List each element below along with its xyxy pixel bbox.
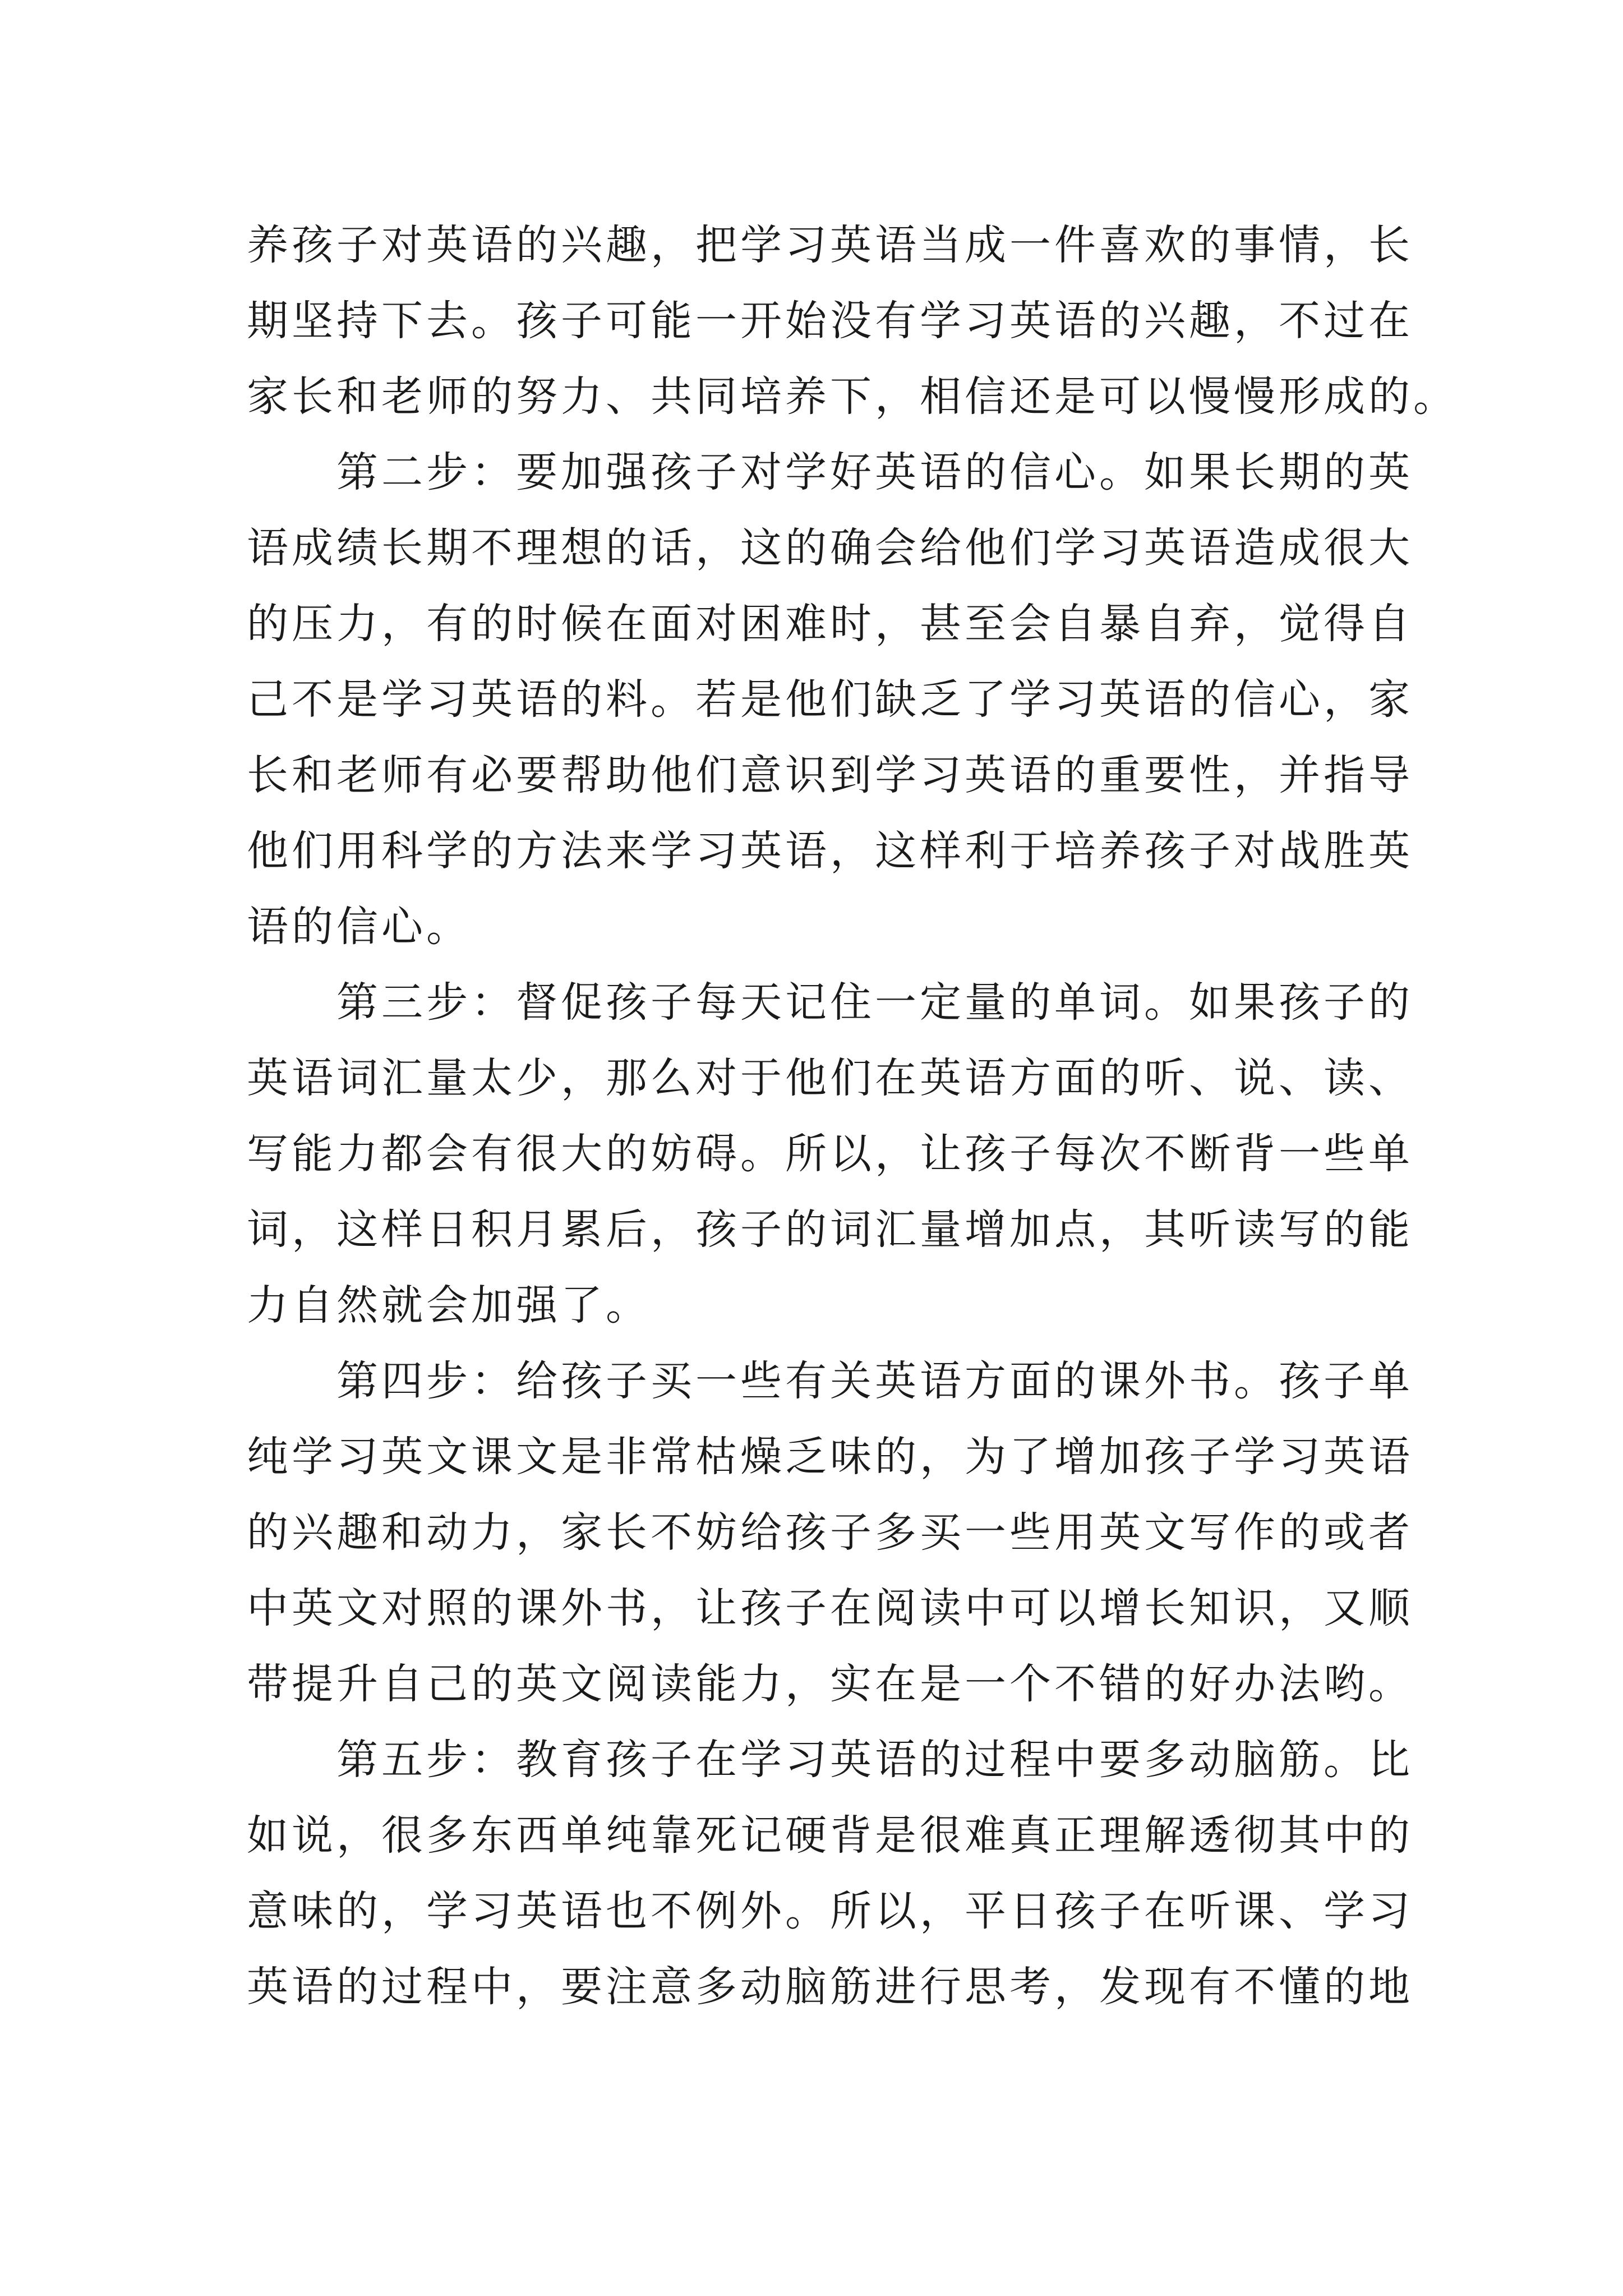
text-line: 带提升自己的英文阅读能力，实在是一个不错的好办法哟。 [247,1660,1413,1708]
text-line: 英语词汇量太少，那么对于他们在英语方面的听、说、读、 [247,1054,1413,1102]
text-line: 中英文对照的课外书，让孩子在阅读中可以增长知识，又顺 [247,1584,1413,1632]
step-three-heading-line: 第三步：督促孩子每天记住一定量的单词。如果孩子的 [336,978,1413,1027]
text-line: 长和老师有必要帮助他们意识到学习英语的重要性，并指导 [247,751,1413,799]
text-line: 纯学习英文课文是非常枯燥乏味的，为了增加孩子学习英语 [247,1433,1413,1481]
text-line: 的兴趣和动力，家长不妨给孩子多买一些用英文写作的或者 [247,1508,1413,1557]
text-line: 力自然就会加强了。 [247,1281,651,1329]
text-line: 己不是学习英语的料。若是他们缺乏了学习英语的信心，家 [247,675,1413,724]
text-line: 的压力，有的时候在面对困难时，甚至会自暴自弃，觉得自 [247,600,1413,648]
text-line: 如说，很多东西单纯靠死记硬背是很难真正理解透彻其中的 [247,1811,1413,1860]
text-line: 英语的过程中，要注意多动脑筋进行思考，发现有不懂的地 [247,1963,1413,2011]
step-five-heading-line: 第五步：教育孩子在学习英语的过程中要多动脑筋。比 [336,1736,1413,1784]
body-text [247,208,1458,2025]
text-line: 词，这样日积月累后，孩子的词汇量增加点，其听读写的能 [247,1205,1413,1254]
step-four-heading-line: 第四步：给孩子买一些有关英语方面的课外书。孩子单 [336,1357,1413,1405]
text-line: 意味的，学习英语也不例外。所以，平日孩子在听课、学习 [247,1887,1413,1935]
text-line: 期坚持下去。孩子可能一开始没有学习英语的兴趣，不过在 [247,297,1413,345]
text-line: 养孩子对英语的兴趣，把学习英语当成一件喜欢的事情，长 [247,221,1413,269]
text-line: 语成绩长期不理想的话，这的确会给他们学习英语造成很大 [247,524,1413,572]
text-line: 家长和老师的努力、共同培养下，相信还是可以慢慢形成的。 [247,372,1458,421]
step-two-heading-line: 第二步：要加强孩子对学好英语的信心。如果长期的英 [336,448,1413,496]
text-line: 语的信心。 [247,903,471,951]
text-line: 写能力都会有很大的妨碍。所以，让孩子每次不断背一些单 [247,1130,1413,1178]
text-line: 他们用科学的方法来学习英语，这样利于培养孩子对战胜英 [247,827,1413,875]
